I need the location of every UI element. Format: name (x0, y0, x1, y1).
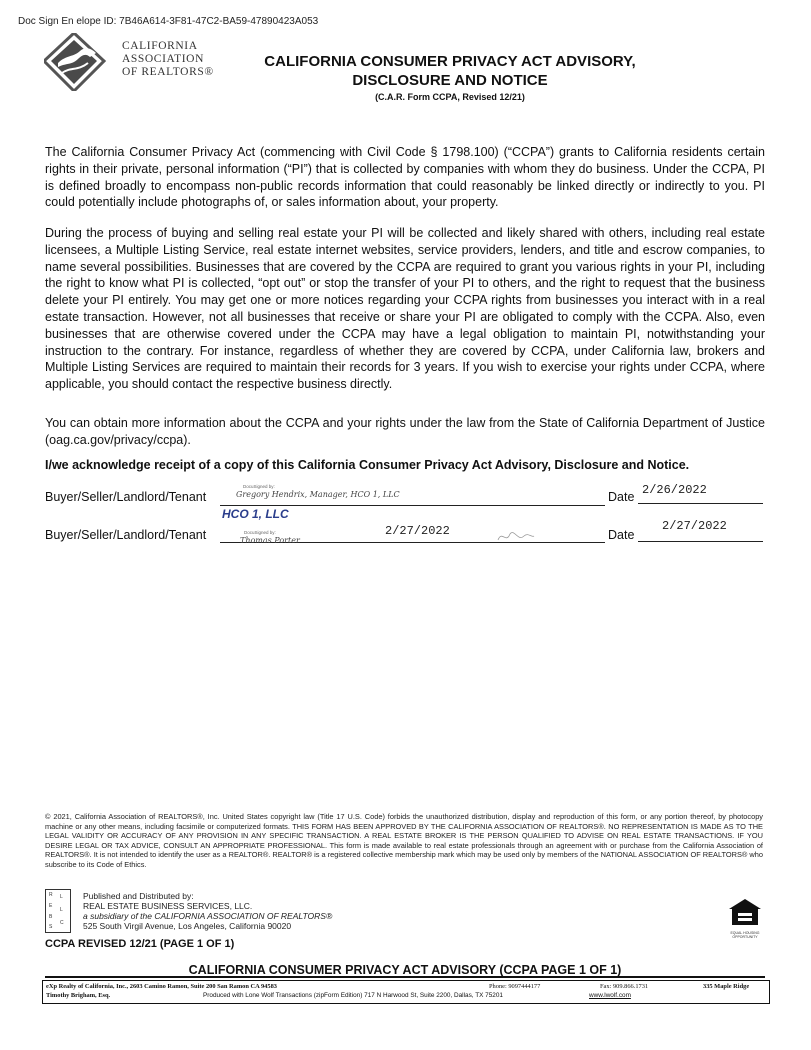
docusign-stamp-2: DocuSigned by: (244, 530, 276, 535)
title-line1: CALIFORNIA CONSUMER PRIVACY ACT ADVISORY, (264, 53, 636, 70)
org-name (122, 40, 214, 79)
footer-rule (45, 976, 765, 978)
date-value-1: 2/26/2022 (642, 483, 707, 497)
publisher-line3: a subsidiary of the CALIFORNIA ASSOCIATION OF REALTORS® (83, 911, 333, 921)
publisher-line4: 525 South Virgil Avenue, Los Angeles, California 90020 (83, 921, 292, 931)
rebs-letter: L (60, 907, 63, 913)
inline-date-2: 2/27/2022 (385, 524, 450, 538)
org-name-line3: OF REALTORS® (122, 66, 214, 78)
signature-1: Gregory Hendrix, Manager, HCO 1, LLC (236, 490, 400, 499)
agent-name: Timothy Brigham, Esq. (46, 992, 111, 999)
equal-housing-icon (728, 898, 762, 926)
paragraph-3: You can obtain more information about the CCPA and your rights under the law from the State of California Department of Justice (oag.ca.gov/privacy/ccpa). (45, 416, 765, 447)
transaction-footer (42, 980, 770, 1004)
paragraph-2: During the process of buying and selling real estate your PI will be collected and likely shared with others, including real estate licensees, a Multiple Listing Service, real estate internet websites, service providers, lenders, and title and escrow companies, to name several possibilities. Businesses that are covered by the CCPA are required to grant you various rights in your PI, including the right to know what PI is collected, “opt out” or stop the transfer of your PI to others, and the right to request that the business delete your PI entirely. You may get one or more notices regarding your CCPA rights from businesses you interact with in a real estate transaction. However, not all businesses that receive or share your PI are obligated to comply with the CCPA. Also, even businesses that are otherwise covered under the CCPA may have a legal obligation to maintain PI, notwithstanding your instruction to the contrary. For instance, regardless of whether they are covered by CCPA, under California law, brokers and Multiple Listing Services are required to maintain their records for 3 years. If you wish to exercise your rights under CCPA, where applicable, you should contact the respective business directly. (45, 226, 765, 392)
brokerage-fax: Fax: 909.866.1731 (600, 983, 649, 990)
paragraph-1: The California Consumer Privacy Act (commencing with Civil Code § 1798.100) (“CCPA”) grants to California residents certain rights in their private, personal information (“PI”) that is collected by companies with whom they do business. Under the CCPA, PI is defined broadly to encompass non-public records information that could reasonably be linked directly or indirectly to you. PI could potentially include photographs of, or sales information about, your property. (45, 145, 765, 210)
footer-title: CALIFORNIA CONSUMER PRIVACY ACT ADVISORY (CCPA PAGE 1 OF 1) (188, 963, 622, 977)
date-value-2: 2/27/2022 (662, 519, 727, 533)
rebs-letter: B (49, 914, 53, 920)
brokerage-phone: Phone: 9097444177 (489, 983, 541, 990)
signature-line-1 (220, 505, 605, 506)
envelope-id: Doc Sign En elope ID: 7B46A614-3F81-47C2-BA59-47890423A053 (18, 16, 319, 27)
rebs-letter: S (49, 924, 53, 930)
signer-role-label-1: Buyer/Seller/Landlord/Tenant (45, 490, 207, 504)
brokerage-address: eXp Realty of California, Inc., 2603 Camino Ramon, Suite 200 San Ramon CA 94583 (46, 983, 277, 990)
rebs-letter: C (60, 920, 64, 926)
revision-label: CCPA REVISED 12/21 (PAGE 1 OF 1) (45, 938, 235, 950)
publisher-line2: REAL ESTATE BUSINESS SERVICES, LLC. (83, 901, 253, 911)
copyright-notice: © 2021, California Association of REALTORS®, Inc. United States copyright law (Title 17 U.S. Code) forbids the unauthorized distribution, display and reproduction of this form, or any portion thereof, by photocopy machine or any other means, including facsimile or computerized formats. THIS FORM HAS BEEN APPROVED BY THE CALIFORNIA ASSOCIATION OF REALTORS®. NO REPRESENTATION IS MADE AS TO THE LEGAL VALIDITY OR ACCURACY OF ANY PROVISION IN ANY SPECIFIC TRANSACTION. A REAL ESTATE BROKER IS THE PERSON QUALIFIED TO ADVISE ON REAL ESTATE TRANSACTIONS. IF YOU DESIRE LEGAL OR TAX ADVICE, CONSULT AN APPROPRIATE PROFESSIONAL. This form is made available to real estate professionals through an agreement with or purchase from the California Association of REALTORS®. It is not intended to identify the user as a REALTOR®. REALTOR® is a registered collective membership mark which may be used only by members of the NATIONAL ASSOCIATION OF REALTORS® who subscribe to its Code of Ethics. (45, 812, 763, 869)
date-label-2: Date (608, 528, 635, 542)
equal-housing-label: EQUAL HOUSING OPPORTUNITY (730, 931, 760, 939)
docusign-stamp-1: DocuSigned by: (243, 484, 275, 489)
equal-housing-logo (725, 898, 765, 939)
date-line-2 (638, 541, 763, 542)
rebs-letter: R (49, 892, 53, 898)
title-line2: DISCLOSURE AND NOTICE (352, 72, 548, 89)
rebs-logo (45, 889, 71, 933)
lone-wolf-link[interactable]: www.lwolf.com (589, 992, 631, 999)
form-reference: (C.A.R. Form CCPA, Revised 12/21) (375, 92, 525, 102)
date-line-1 (638, 503, 763, 504)
entity-name: HCO 1, LLC (222, 507, 289, 521)
car-logo-icon (44, 33, 116, 91)
rebs-letter: E (49, 903, 53, 909)
signer-role-label-2: Buyer/Seller/Landlord/Tenant (45, 528, 207, 542)
date-label-1: Date (608, 490, 635, 504)
publisher-line1: Published and Distributed by: (83, 891, 194, 901)
signature-2: Thomas Porter (240, 536, 300, 545)
produced-by: Produced with Lone Wolf Transactions (zipForm Edition) 717 N Harwood St, Suite 2200, Dallas, TX 75201 (203, 992, 503, 999)
org-name-line1: CALIFORNIA (122, 40, 198, 52)
rebs-letter: L (60, 894, 63, 900)
publisher-info (83, 891, 332, 931)
property-name: 335 Maple Ridge (703, 983, 750, 990)
initials-mark-icon (496, 526, 536, 546)
org-name-line2: ASSOCIATION (122, 53, 204, 65)
acknowledgment: I/we acknowledge receipt of a copy of this California Consumer Privacy Act Advisory, Disclosure and Notice. (45, 458, 690, 472)
